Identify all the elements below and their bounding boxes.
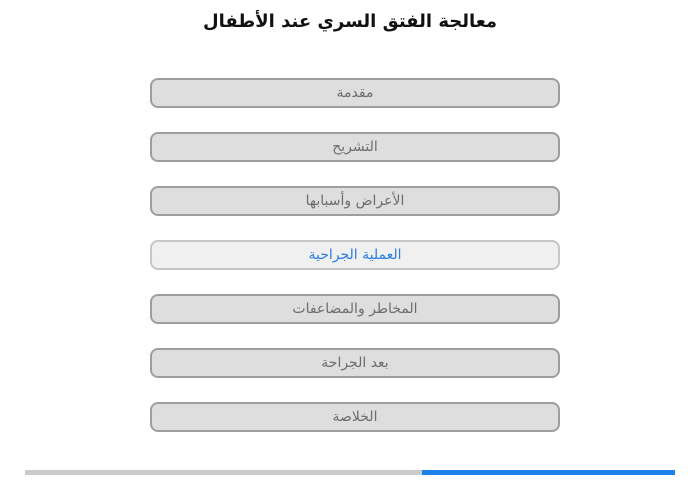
- menu-item-anatomy[interactable]: التشريح: [150, 132, 560, 162]
- progress-bar: [25, 470, 675, 475]
- chapter-menu: [150, 78, 560, 456]
- menu-item-summary[interactable]: الخلاصة: [150, 402, 560, 432]
- menu-item-risks-complications[interactable]: المخاطر والمضاعفات: [150, 294, 560, 324]
- page-title: معالجة الفتق السري عند الأطفال: [202, 11, 498, 32]
- menu-item-surgery[interactable]: العملية الجراحية: [150, 240, 560, 270]
- menu-item-after-surgery[interactable]: بعد الجراحة: [150, 348, 560, 378]
- menu-item-introduction[interactable]: مقدمة: [150, 78, 560, 108]
- menu-item-symptoms-causes[interactable]: الأعراض وأسبابها: [150, 186, 560, 216]
- progress-bar-fill: [422, 470, 676, 475]
